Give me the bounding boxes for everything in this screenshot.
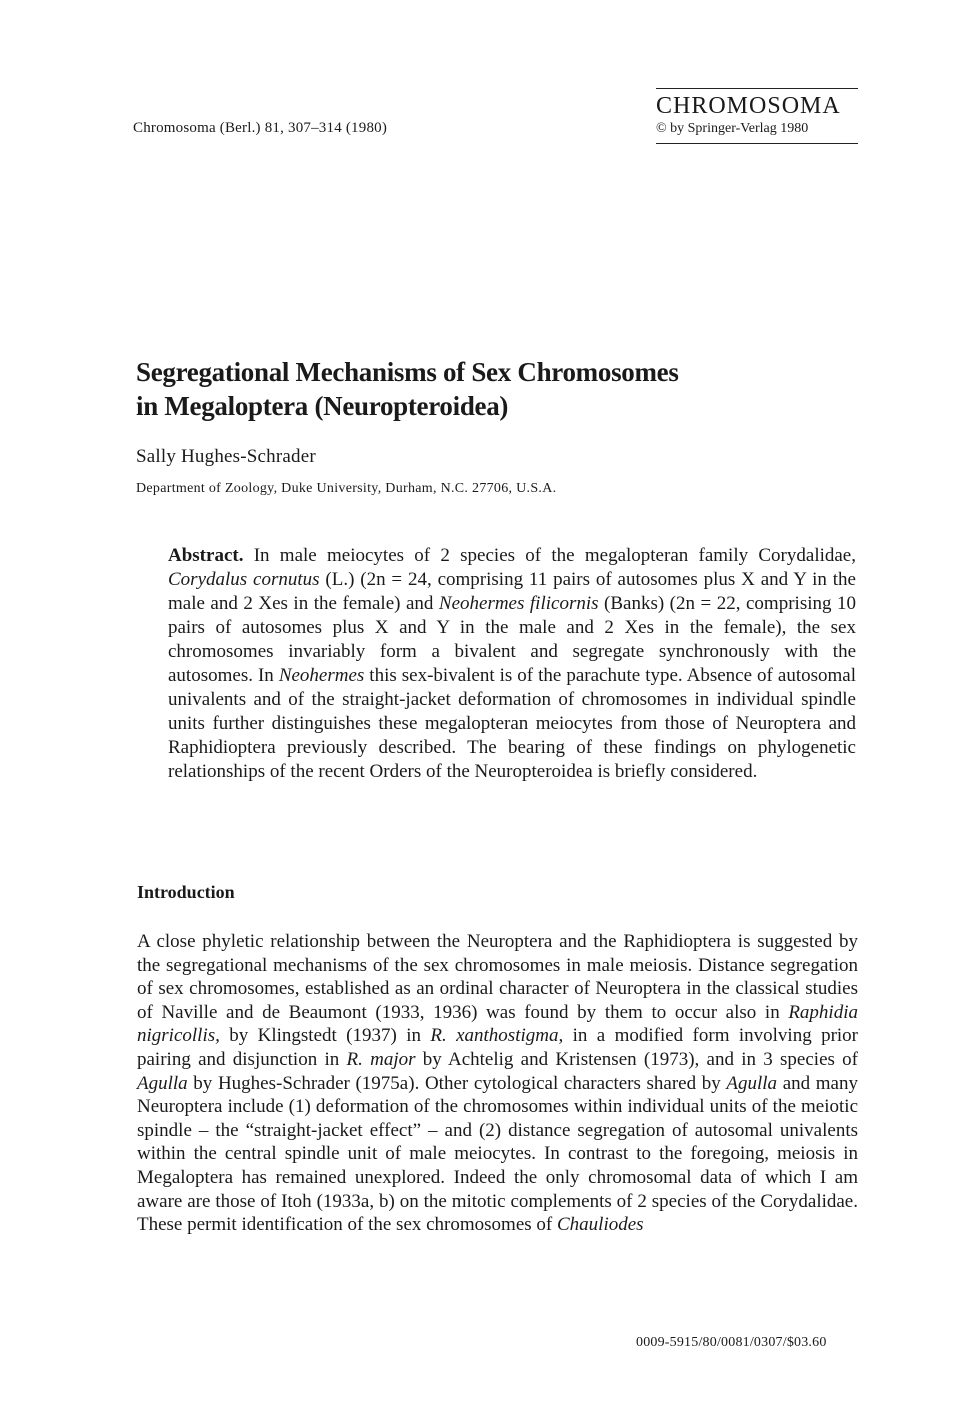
author-name: Sally Hughes-Schrader xyxy=(136,446,316,467)
copyright-notice: © by Springer-Verlag 1980 xyxy=(656,121,809,136)
genus-name: Chauliodes xyxy=(557,1214,644,1236)
species-name: R. xanthostigma, xyxy=(430,1025,564,1047)
author-affiliation: Department of Zoology, Duke University, Durham, N.C. 27706, U.S.A. xyxy=(136,481,557,496)
introduction-paragraph xyxy=(137,930,858,1237)
article-title xyxy=(136,355,856,423)
abstract-text: this sex-bivalent is of the parachute type. Absence of autosomal univalents and of the straight-jacket deformation of chromosomes in individual spindle units further distinguishes these megalopteran meiocytes from those of Neuroptera and Raphidioptera previously described. The bearing of these findings on phylogenetic relationships of the recent Orders of the Neuropteroidea is briefly considered. xyxy=(168,665,856,782)
body-text: by Hughes-Schrader (1975a). Other cytological characters shared by xyxy=(187,1072,727,1094)
species-name: Corydalus cornutus xyxy=(168,569,320,590)
title-line-2: in Megaloptera (Neuropteroidea) xyxy=(136,391,509,421)
section-heading-introduction: Introduction xyxy=(137,882,235,902)
genus-name: Agulla xyxy=(726,1072,778,1094)
body-text: A close phyletic relationship between the Neuroptera and the Raphidioptera is suggested by the segregational mechanisms of the sex chromosomes in male meiosis. Distance segregation of sex chromosomes, established as an ordinal character of Neuroptera in the classical studies of Naville and de Beaumont (1933, 1936) was found by them to occur also in xyxy=(137,931,858,1023)
species-name: Raphidia nigricollis, xyxy=(137,1001,858,1047)
title-line-1: Segregational Mechanisms of Sex Chromosomes xyxy=(136,357,679,387)
journal-masthead xyxy=(656,88,858,144)
body-text: in a modified form involving prior pairing and disjunction in xyxy=(137,1025,858,1070)
abstract-text: (L.) (2n = 24, comprising 11 pairs of autosomes plus X and Y in the male and 2 Xes in the female) and xyxy=(168,569,856,614)
species-name: R. major xyxy=(346,1048,416,1070)
species-name: Neohermes filicornis xyxy=(438,593,599,614)
abstract-label: Abstract. xyxy=(168,545,244,566)
body-text: by Klingstedt (1937) in xyxy=(219,1025,431,1047)
genus-name: Neohermes xyxy=(278,665,365,686)
body-text: by Achtelig and Kristensen (1973), and in 3 species of xyxy=(415,1048,858,1070)
journal-citation: Chromosoma (Berl.) 81, 307–314 (1980) xyxy=(133,120,388,136)
genus-name: Agulla xyxy=(137,1072,188,1094)
journal-name: CHROMOSOMA xyxy=(656,93,841,119)
article-code: 0009-5915/80/0081/0307/$03.60 xyxy=(636,1335,827,1350)
abstract-paragraph xyxy=(168,544,856,784)
abstract-text: (Banks) (2n = 22, comprising 10 pairs of autosomes plus X and Y in the male and 2 Xes in the female), the sex chromosomes invariably form a bivalent and segregate synchronously with the autosomes. In xyxy=(168,593,856,686)
abstract-text: In male meiocytes of 2 species of the megalopteran family Corydalidae, xyxy=(243,545,856,566)
body-text: and many Neuroptera include (1) deformation of the chromosomes within individual units of the meiotic spindle – the “straight-jacket effect” – and (2) distance segregation of autosomal univalents within the central spindle unit of male meiocytes. In contrast to the foregoing, meiosis in Megaloptera has remained unexplored. Indeed the only chromosomal data of which I am aware are those of Itoh (1933a, b) on the mitotic complements of 2 species of the Corydalidae. These permit identification of the sex chromosomes of xyxy=(137,1072,858,1236)
